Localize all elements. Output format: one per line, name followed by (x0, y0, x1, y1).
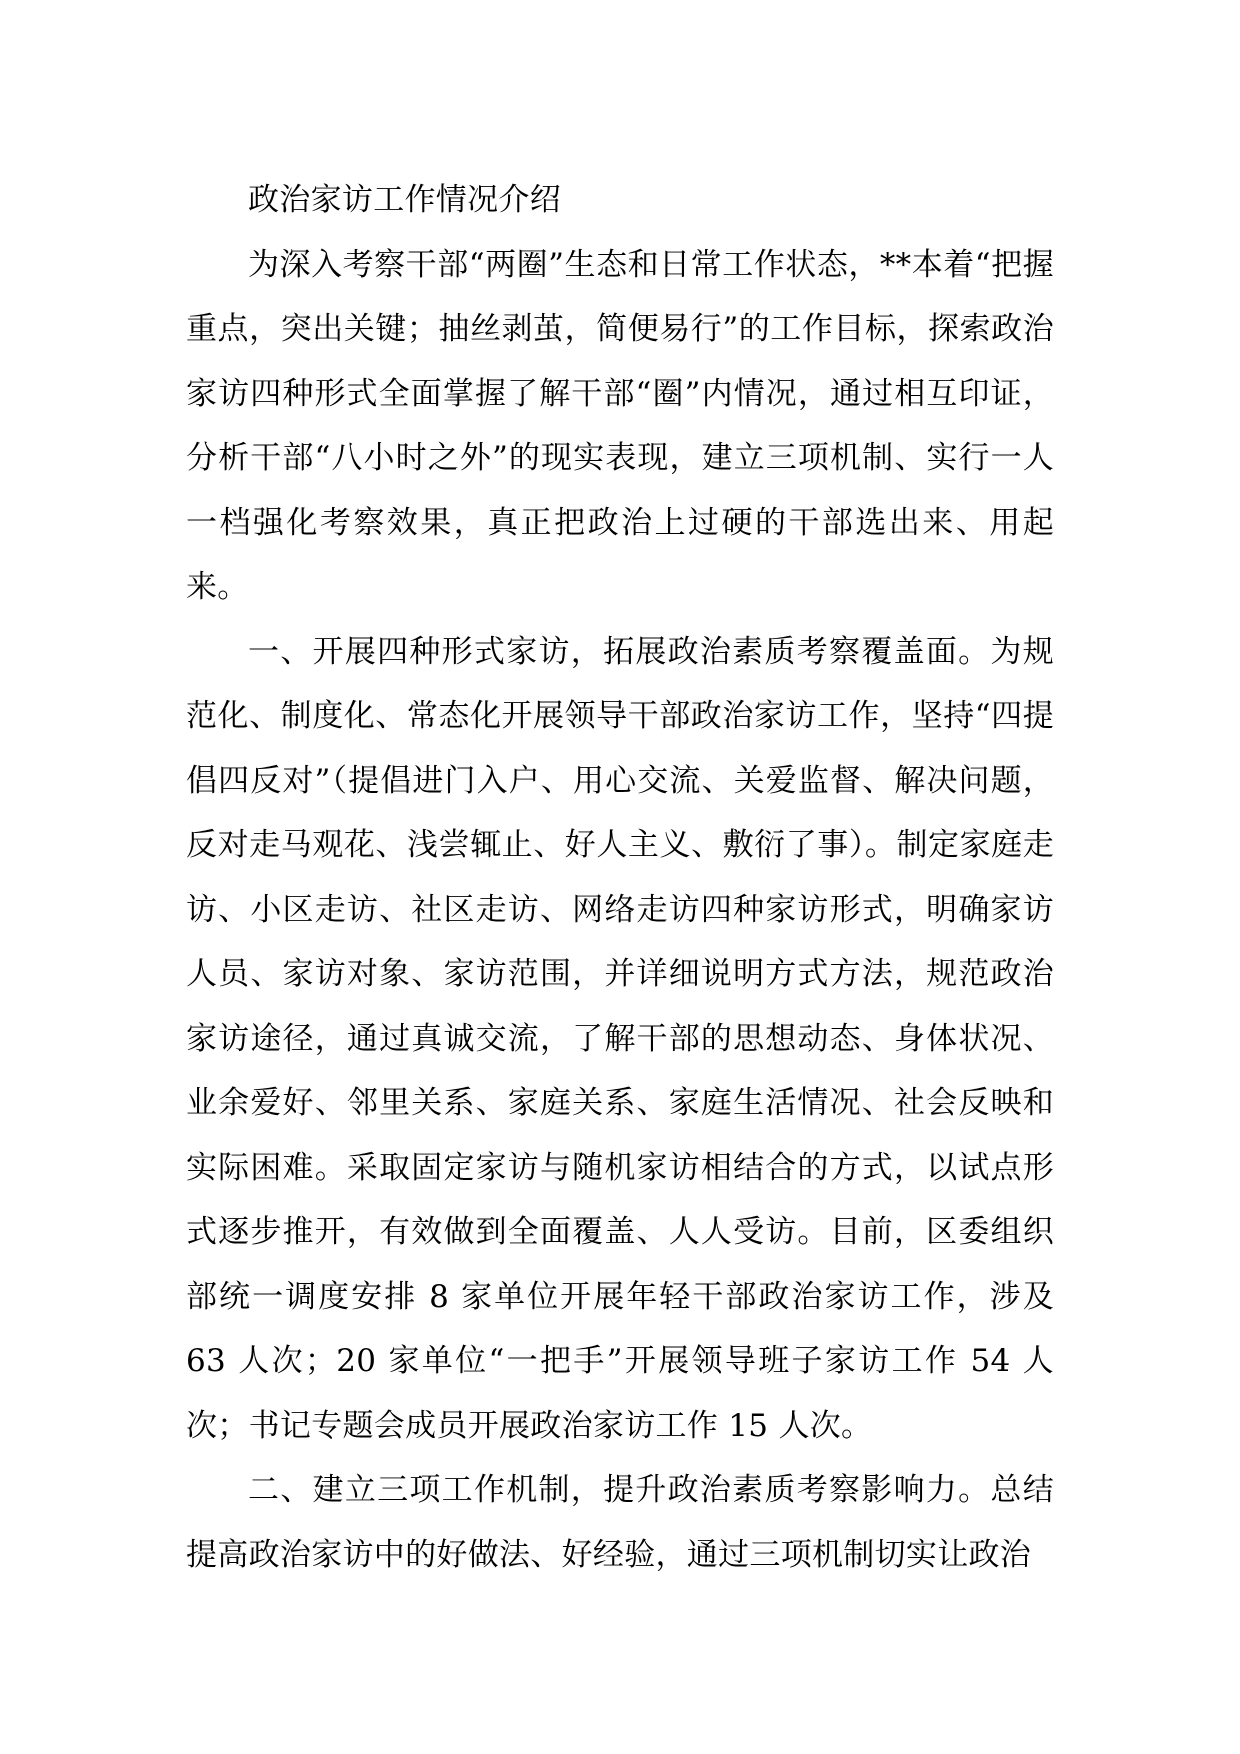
section-two-paragraph: 二、建立三项工作机制，提升政治素质考察影响力。总结提高政治家访中的好做法、好经验，通过三项机制切实让政治 (186, 1472, 1054, 1573)
document-title: 政治家访工作情况介绍 (248, 182, 561, 218)
section-one-paragraph: 一、开展四种形式家访，拓展政治素质考察覆盖面。为规范化、制度化、常态化开展领导干部政治家访工作，坚持“四提倡四反对”（提倡进门入户、用心交流、关爱监督、解决问题，反对走马观花、浅尝辄止、好人主义、敷衍了事）。制定家庭走访、小区走访、社区走访、网络走访四种家访形式，明确家访人员、家访对象、家访范围，并详细说明方式方法，规范政治家访途径，通过真诚交流，了解干部的思想动态、身体状况、业余爱好、邻里关系、家庭关系、家庭生活情况、社会反映和实际困难。采取固定家访与随机家访相结合的方式，以试点形式逐步推开，有效做到全面覆盖、人人受访。目前，区委组织部统一调度安排 8 家单位开展年轻干部政治家访工作，涉及 63 人次；20 家单位“一把手”开展领导班子家访工作 54 人次；书记专题会成员开展政治家访工作 15 人次。 (186, 633, 1055, 1444)
intro-paragraph: 为深入考察干部“两圈”生态和日常工作状态，**本着“把握重点，突出关键；抽丝剥茧，简便易行”的工作目标，探索政治家访四种形式全面掌握了解干部“圈”内情况，通过相互印证，分析干部“八小时之外”的现实表现，建立三项机制、实行一人一档强化考察效果，真正把政治上过硬的干部选出来、用起来。 (186, 246, 1054, 605)
document-body (186, 168, 1054, 1587)
